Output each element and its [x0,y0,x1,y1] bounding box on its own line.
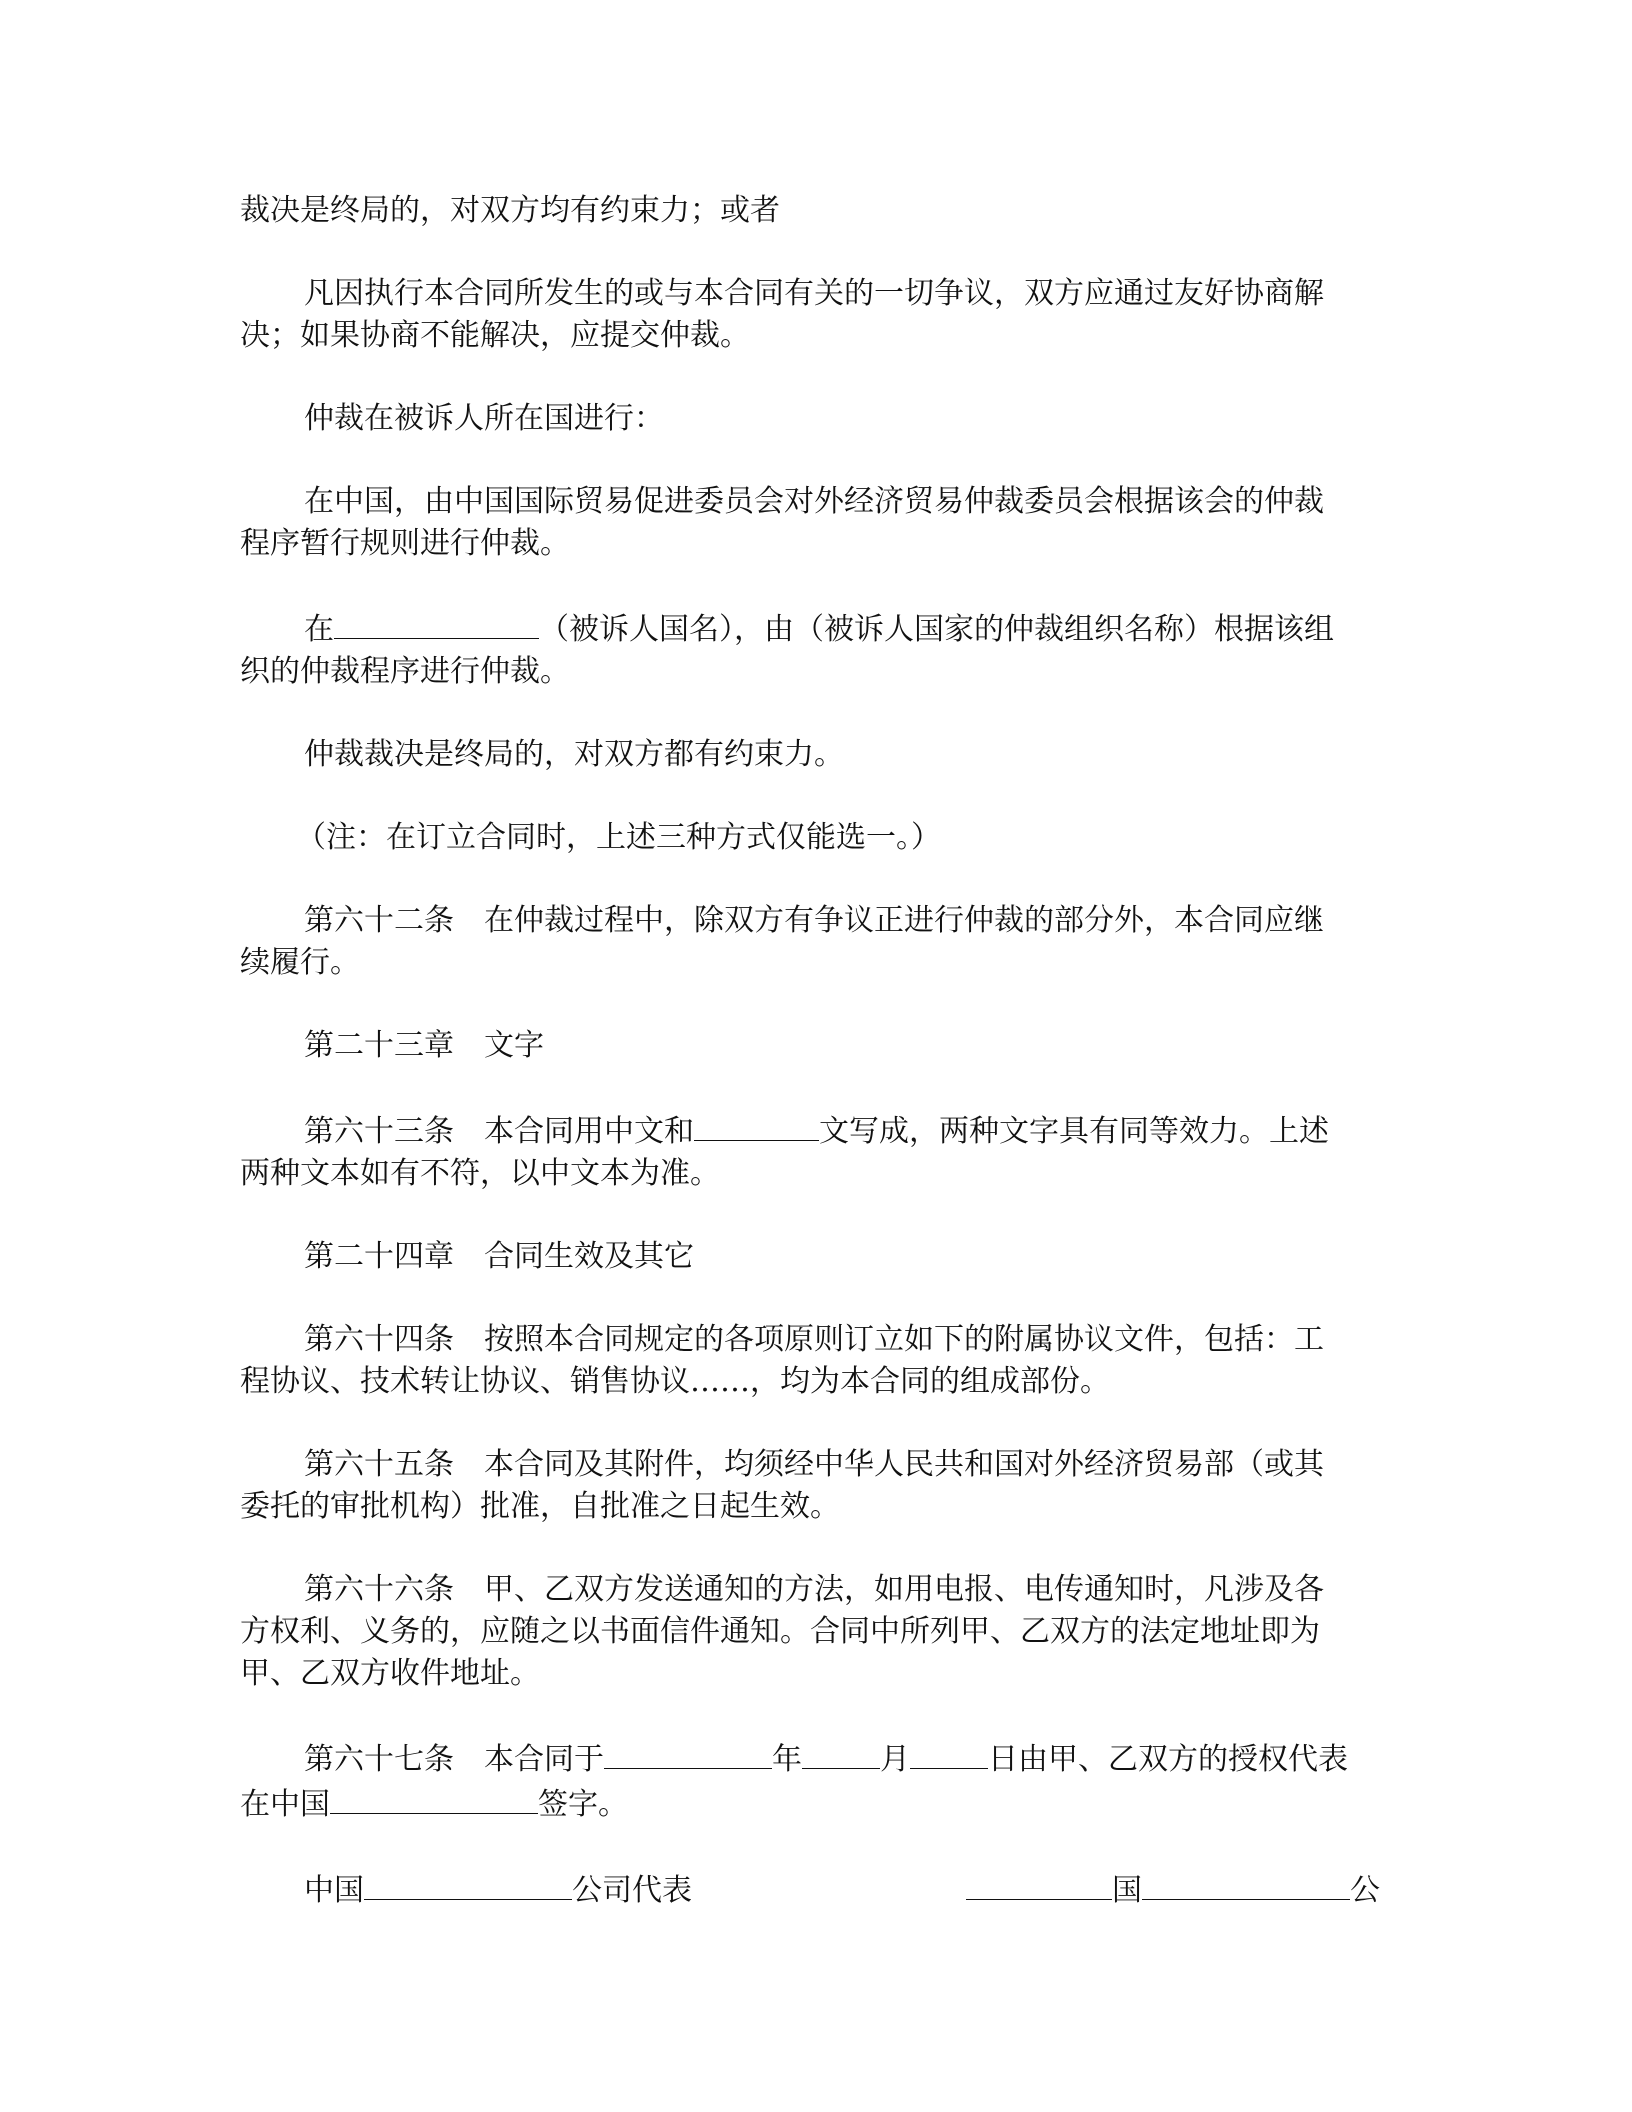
article-64 [240,1319,1380,1403]
blank-day[interactable] [910,1736,988,1769]
blank-signing-place[interactable] [330,1781,538,1814]
chapter-24-heading [240,1236,1380,1278]
document-page [240,190,1380,1950]
text-fragment: 年 [772,1742,802,1777]
article-62 [240,900,1380,984]
text-fragment: 中国 [304,1873,364,1908]
paragraph-award-binding [240,734,1380,776]
text-line: 第六十六条 甲、乙双方发送通知的方法，如用电报、电传通知时，凡涉及各 [304,1572,1324,1607]
paragraph-note [240,817,1380,859]
paragraph-arbitration-location [240,398,1380,440]
text-fragment: 在 [304,612,334,647]
text-fragment: 文写成，两种文字具有同等效力。上述 [819,1114,1329,1149]
text-fragment: 在中国 [240,1787,330,1822]
text-fragment: 公司代表 [572,1873,692,1908]
text-fragment: 公 [1350,1873,1380,1908]
text-line: 第二十四章 合同生效及其它 [304,1239,694,1274]
text-fragment: 国 [1112,1873,1142,1908]
text-fragment: 签字。 [538,1787,628,1822]
chapter-23-heading [240,1025,1380,1067]
paragraph-arbitration-foreign [240,606,1380,693]
blank-year[interactable] [604,1736,772,1769]
text-fragment: 第六十三条 本合同用中文和 [304,1114,694,1149]
text-line: 第六十四条 按照本合同规定的各项原则订立如下的附属协议文件，包括：工 [304,1322,1324,1357]
blank-china-company[interactable] [364,1867,572,1900]
text-line: 程序暂行规则进行仲裁。 [240,526,570,561]
text-line: 仲裁在被诉人所在国进行： [304,401,664,436]
text-fragment: 日由甲、乙双方的授权代表 [988,1742,1348,1777]
text-line: 织的仲裁程序进行仲裁。 [240,654,570,689]
text-line: 程协议、技术转让协议、销售协议……，均为本合同的组成部份。 [240,1364,1110,1399]
text-line: 委托的审批机构）批准，自批准之日起生效。 [240,1489,840,1524]
article-67 [240,1736,1380,1826]
paragraph-arbitration-china [240,481,1380,565]
text-line: 第二十三章 文字 [304,1028,544,1063]
blank-foreign-country[interactable] [966,1867,1112,1900]
text-fragment: 月 [880,1742,910,1777]
text-fragment: （被诉人国名），由（被诉人国家的仲裁组织名称）根据该组 [539,612,1334,647]
text-line: 第六十二条 在仲裁过程中，除双方有争议正进行仲裁的部分外，本合同应继 [304,903,1324,938]
article-66 [240,1569,1380,1695]
text-line: 续履行。 [240,945,360,980]
text-line: 裁决是终局的，对双方均有约束力；或者 [240,193,780,228]
text-line: 决；如果协商不能解决，应提交仲裁。 [240,318,750,353]
text-line: （注：在订立合同时，上述三种方式仅能选一。） [296,820,941,855]
text-line: 凡因执行本合同所发生的或与本合同有关的一切争议，双方应通过友好协商解 [304,276,1324,311]
signature-right [966,1867,1380,1912]
text-line: 在中国，由中国国际贸易促进委员会对外经济贸易仲裁委员会根据该会的仲裁 [304,484,1324,519]
blank-foreign-company[interactable] [1142,1867,1350,1900]
text-line: 仲裁裁决是终局的，对双方都有约束力。 [304,737,844,772]
blank-language[interactable] [694,1108,819,1141]
paragraph-award-final [240,190,1380,232]
text-line: 第六十五条 本合同及其附件，均须经中华人民共和国对外经济贸易部（或其 [304,1447,1324,1482]
signature-left [304,1867,692,1912]
article-63 [240,1108,1380,1195]
text-line: 方权利、义务的，应随之以书面信件通知。合同中所列甲、乙双方的法定地址即为 [240,1614,1320,1649]
blank-month[interactable] [802,1736,880,1769]
text-fragment: 第六十七条 本合同于 [304,1742,604,1777]
text-line: 两种文本如有不符，以中文本为准。 [240,1156,720,1191]
text-line: 甲、乙双方收件地址。 [240,1656,540,1691]
paragraph-dispute-resolution [240,273,1380,357]
blank-country-name[interactable] [334,606,539,639]
article-65 [240,1444,1380,1528]
signature-row [240,1867,1380,1909]
